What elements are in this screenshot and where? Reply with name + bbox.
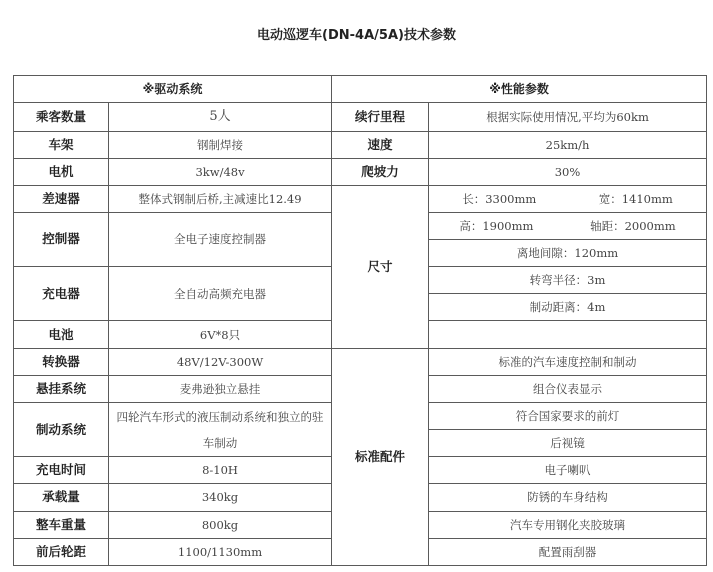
climb-label: 爬坡力	[332, 159, 429, 185]
drive-system-header: ※驱动系统	[14, 76, 332, 103]
size-height-wheelbase	[429, 212, 707, 239]
height-value: 高：1900mm	[459, 218, 534, 233]
accessory-item: 汽车专用钢化夹胶玻璃	[429, 511, 707, 538]
vehicle-weight-label: 整车重量	[14, 511, 109, 538]
charge-time-value: 8-10H	[109, 457, 332, 484]
accessory-item: 电子喇叭	[429, 457, 707, 484]
passenger-label: 乘客数量	[14, 103, 109, 132]
vehicle-weight-value: 800kg	[109, 511, 332, 538]
speed-value: 25km/h	[429, 132, 707, 159]
passenger-value: 5人	[109, 103, 332, 132]
battery-label: 电池	[14, 321, 109, 348]
speed-label: 速度	[332, 132, 429, 159]
brake-system-value: 四轮汽车形式的液压制动系统和独立的驻车制动	[109, 402, 332, 456]
accessory-item: 组合仪表显示	[429, 375, 707, 402]
range-value: 根据实际使用情况,平均为60km	[429, 103, 707, 132]
load-capacity-value: 340kg	[109, 484, 332, 511]
size-length-width	[429, 185, 707, 212]
length-value: 长：3300mm	[462, 191, 537, 206]
table-row	[14, 185, 707, 212]
accessory-item: 标准的汽车速度控制和制动	[429, 348, 707, 375]
accessory-item: 符合国家要求的前灯	[429, 402, 707, 429]
battery-value: 6V*8只	[109, 321, 332, 348]
controller-label: 控制器	[14, 212, 109, 266]
converter-label: 转换器	[14, 348, 109, 375]
charge-time-label: 充电时间	[14, 457, 109, 484]
wheel-track-label: 前后轮距	[14, 538, 109, 565]
accessory-item: 配置雨刮器	[429, 538, 707, 565]
climb-value: 30%	[429, 159, 707, 185]
frame-value: 钢制焊接	[109, 132, 332, 159]
size-label: 尺寸	[332, 185, 429, 348]
load-capacity-label: 承载量	[14, 484, 109, 511]
controller-value: 全电子速度控制器	[109, 212, 332, 266]
range-label: 续行里程	[332, 103, 429, 132]
table-row	[14, 348, 707, 375]
charger-label: 充电器	[14, 267, 109, 321]
width-value: 宽：1410mm	[598, 191, 673, 206]
suspension-value: 麦弗逊独立悬挂	[109, 375, 332, 402]
table-row	[14, 159, 707, 185]
accessories-label: 标准配件	[332, 348, 429, 565]
charger-value: 全自动高频充电器	[109, 267, 332, 321]
braking-distance-value: 制动距离：4m	[429, 294, 707, 321]
brake-system-label: 制动系统	[14, 402, 109, 456]
differential-value: 整体式钢制后桥,主减速比12.49	[109, 185, 332, 212]
wheel-track-value: 1100/1130mm	[109, 538, 332, 565]
wheelbase-value: 轴距：2000mm	[590, 218, 676, 233]
spec-table	[13, 75, 707, 566]
motor-value: 3kw/48v	[109, 159, 332, 185]
frame-label: 车架	[14, 132, 109, 159]
accessory-item: 后视镜	[429, 430, 707, 457]
table-row	[14, 103, 707, 132]
motor-label: 电机	[14, 159, 109, 185]
clearance-value: 离地间隙：120mm	[429, 239, 707, 266]
size-empty-cell	[429, 321, 707, 348]
differential-label: 差速器	[14, 185, 109, 212]
converter-value: 48V/12V-300W	[109, 348, 332, 375]
page-title: 电动巡逻车(DN-4A/5A)技术参数	[257, 28, 456, 43]
turning-radius-value: 转弯半径：3m	[429, 267, 707, 294]
performance-header: ※性能参数	[332, 76, 707, 103]
table-row	[14, 76, 707, 103]
table-row	[14, 132, 707, 159]
suspension-label: 悬挂系统	[14, 375, 109, 402]
accessory-item: 防锈的车身结构	[429, 484, 707, 511]
